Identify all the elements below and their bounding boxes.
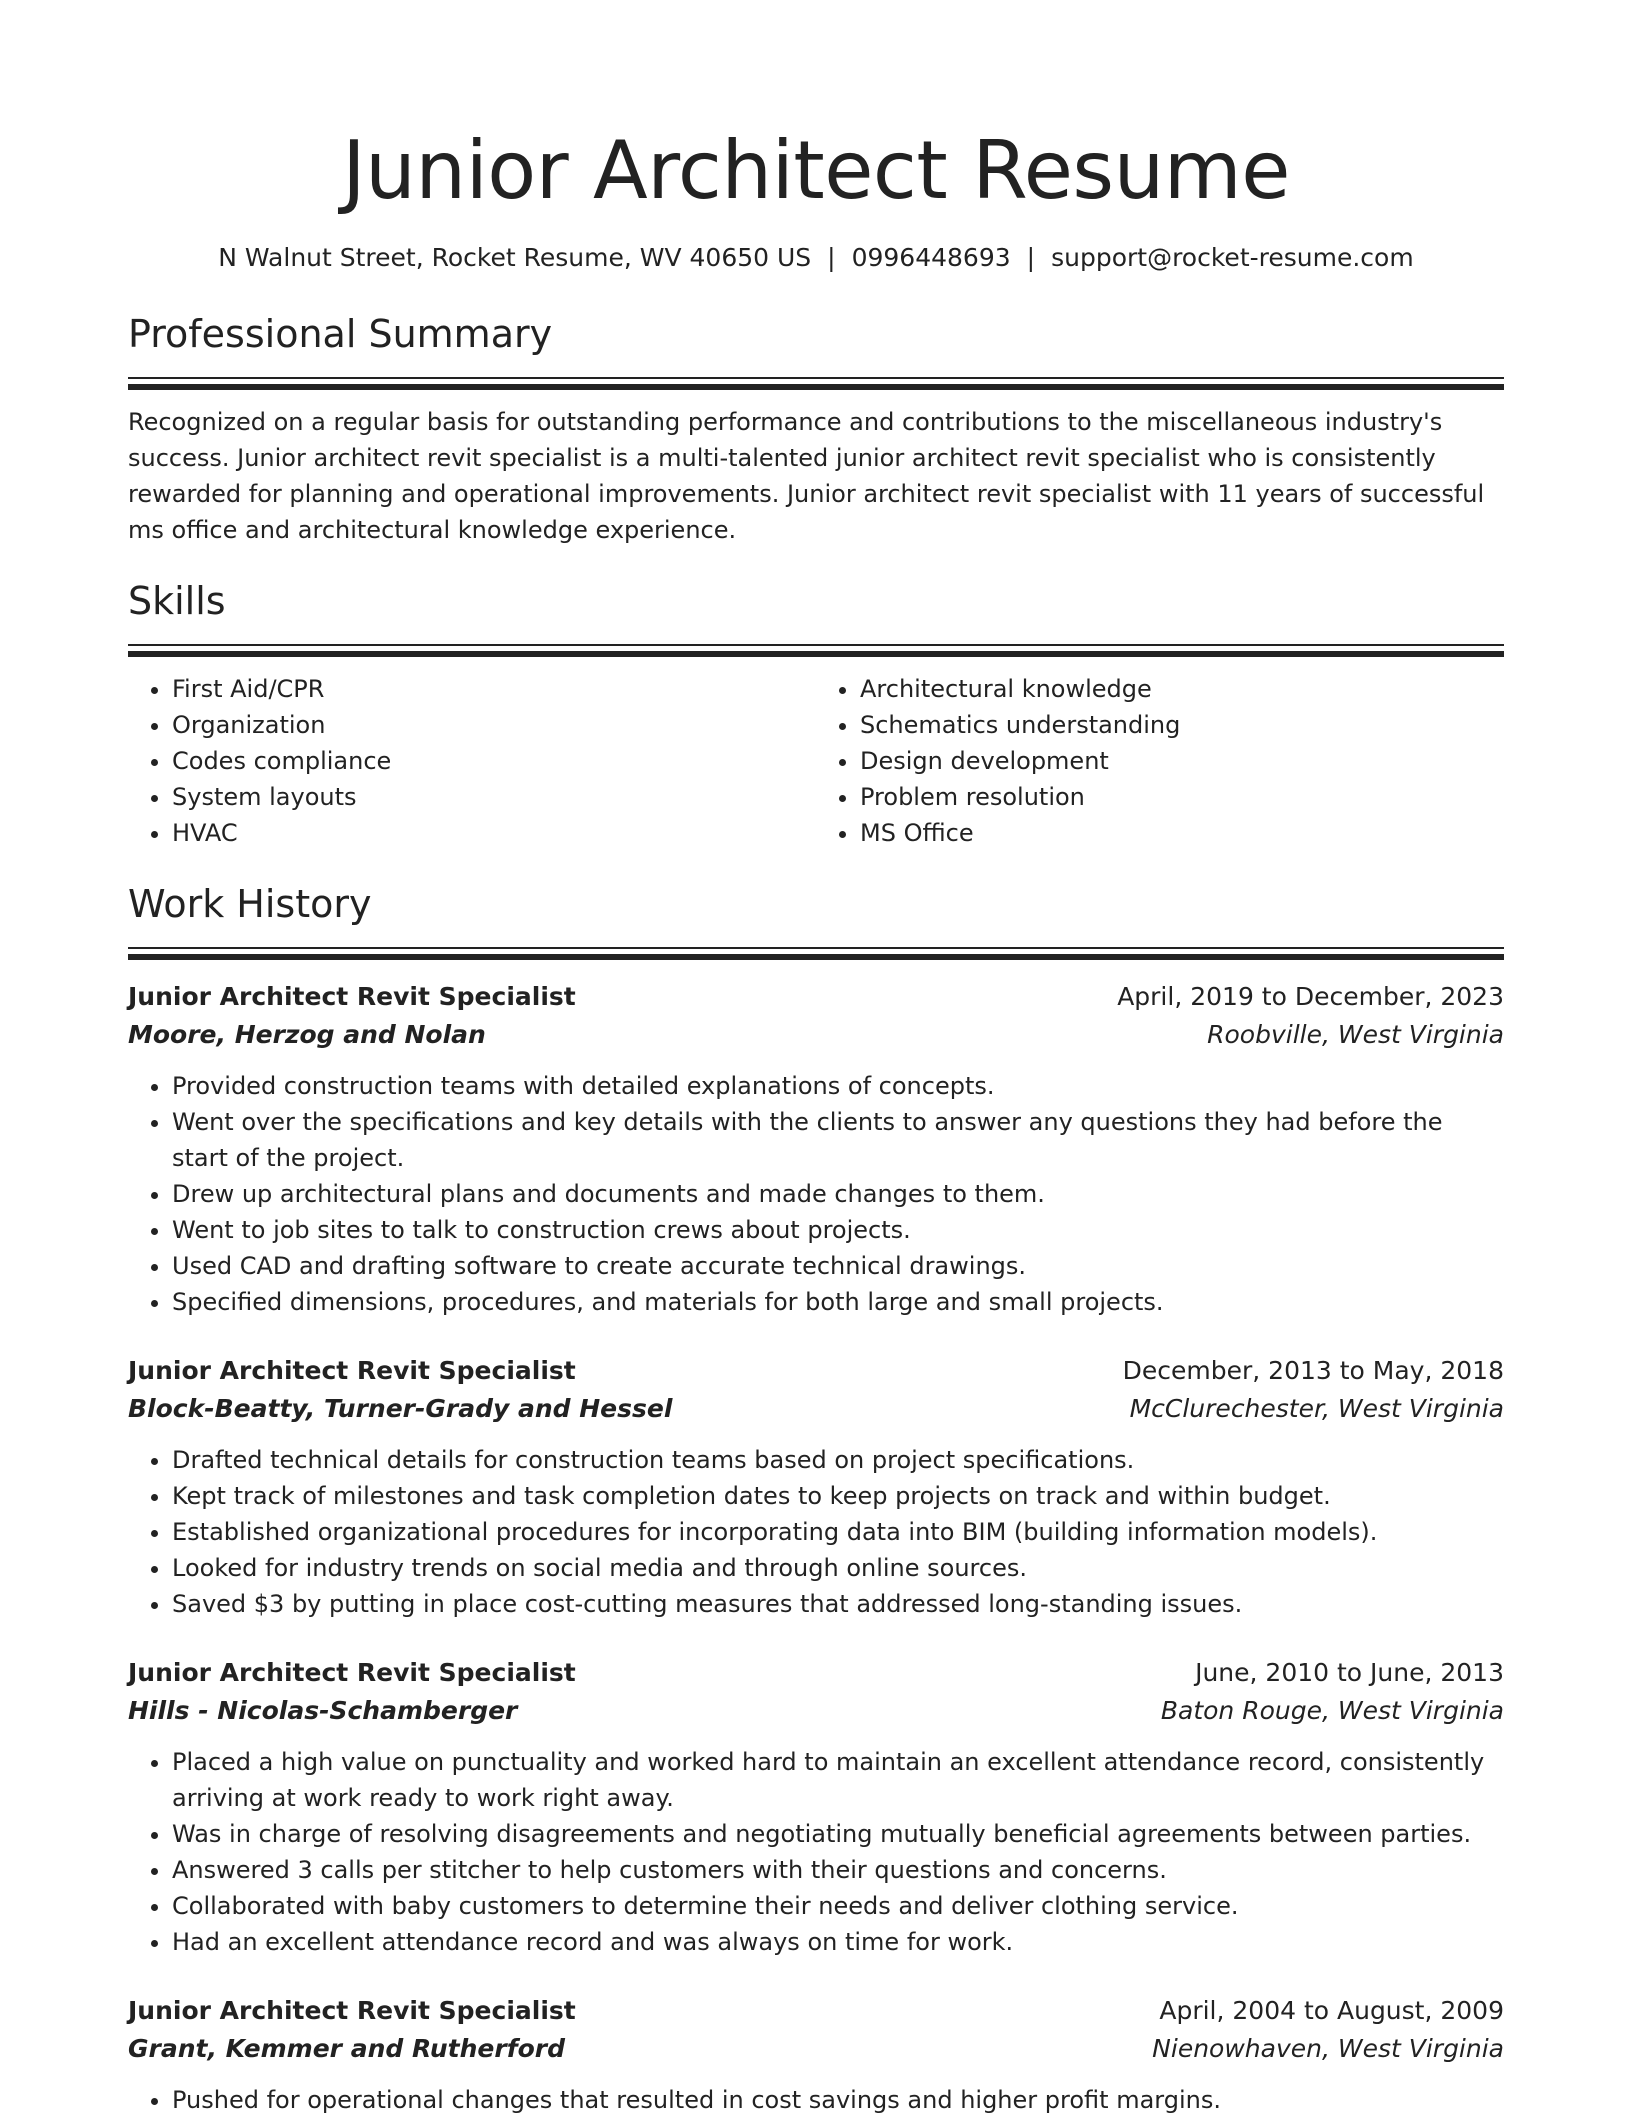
summary-text: Recognized on a regular basis for outstanding performance and contributions to the miscellaneous industry's success. Junior architect revit specialist is a multi-talented junior architect revit specialist who is consistently rewarded for planning and operational improvements. Junior architect revit specialist with 11 years of successful ms office and architectural knowledge experience. <box>128 408 1485 544</box>
skill-item: • Problem resolution <box>860 779 1504 815</box>
contact-address: N Walnut Street, Rocket Resume, WV 40650 US <box>218 243 812 272</box>
skill-item: • MS Office <box>860 815 1504 851</box>
resume-page <box>128 0 1504 2118</box>
job-title: Junior Architect Revit Specialist <box>128 982 576 1011</box>
job-bullet: • Saved $3 by putting in place cost-cutting measures that addressed long-standing issues. <box>172 1586 1504 1622</box>
job-location: Roobville, West Virginia <box>1207 1020 1504 1049</box>
skills-list-left <box>128 671 816 851</box>
job-dates: April, 2019 to December, 2023 <box>1117 982 1504 1011</box>
skill-item: • Schematics understanding <box>860 707 1504 743</box>
job-bullet: • Drew up architectural plans and documents and made changes to them. <box>172 1176 1504 1212</box>
job-company: Moore, Herzog and Nolan <box>128 1020 486 1049</box>
skill-item: • System layouts <box>172 779 816 815</box>
job-bullet: • Answered 3 calls per stitcher to help customers with their questions and concerns. <box>172 1852 1504 1888</box>
job-company: Hills - Nicolas-Schamberger <box>128 1696 518 1725</box>
skills-grid <box>128 671 1504 851</box>
job-bullet: • Kept track of milestones and task completion dates to keep projects on track and within budget. <box>172 1478 1504 1514</box>
job-bullet: • Pushed for operational changes that resulted in cost savings and higher profit margins. <box>172 2082 1504 2118</box>
job-bullet: • Went to job sites to talk to construction crews about projects. <box>172 1212 1504 1248</box>
section-divider <box>128 644 1504 657</box>
job-bullet: • Went over the specifications and key details with the clients to answer any questions they had before the start of the project. <box>172 1104 1504 1176</box>
job-bullets <box>128 1068 1504 1320</box>
contact-email: support@rocket-resume.com <box>1051 243 1414 272</box>
job-title: Junior Architect Revit Specialist <box>128 1658 576 1687</box>
skill-item: • Design development <box>860 743 1504 779</box>
job-entry <box>128 1654 1504 1960</box>
job-bullet: • Had an excellent attendance record and was always on time for work. <box>172 1924 1504 1960</box>
skill-item: • HVAC <box>172 815 816 851</box>
summary-section <box>128 309 1504 548</box>
job-bullets <box>128 1744 1504 1960</box>
skills-heading: Skills <box>128 579 226 623</box>
work-history-section <box>128 879 1504 2118</box>
job-title: Junior Architect Revit Specialist <box>128 1356 576 1385</box>
job-location: Baton Rouge, West Virginia <box>1160 1696 1504 1725</box>
job-bullet: • Drafted technical details for construction teams based on project specifications. <box>172 1442 1504 1478</box>
contact-separator: | <box>827 243 836 272</box>
job-bullet: • Placed a high value on punctuality and worked hard to maintain an excellent attendance record, consistently arriving at work ready to work right away. <box>172 1744 1504 1816</box>
job-dates: December, 2013 to May, 2018 <box>1122 1356 1504 1385</box>
skills-section <box>128 576 1504 851</box>
skill-item: • Organization <box>172 707 816 743</box>
job-bullet: • Provided construction teams with detailed explanations of concepts. <box>172 1068 1504 1104</box>
job-entry <box>128 1992 1504 2118</box>
job-company: Block-Beatty, Turner-Grady and Hessel <box>128 1394 673 1423</box>
job-location: McClurechester, West Virginia <box>1129 1394 1504 1423</box>
section-divider <box>128 947 1504 960</box>
job-bullet: • Collaborated with baby customers to determine their needs and deliver clothing service. <box>172 1888 1504 1924</box>
skill-item: • First Aid/CPR <box>172 671 816 707</box>
contact-phone: 0996448693 <box>851 243 1011 272</box>
contact-line <box>128 241 1504 275</box>
job-title: Junior Architect Revit Specialist <box>128 1996 576 2025</box>
job-bullet: • Specified dimensions, procedures, and materials for both large and small projects. <box>172 1284 1504 1320</box>
job-company: Grant, Kemmer and Rutherford <box>128 2034 565 2063</box>
summary-heading: Professional Summary <box>128 312 553 356</box>
job-bullet: • Was in charge of resolving disagreements and negotiating mutually beneficial agreements between parties. <box>172 1816 1504 1852</box>
job-bullet: • Established organizational procedures for incorporating data into BIM (building information models). <box>172 1514 1504 1550</box>
job-dates: April, 2004 to August, 2009 <box>1159 1996 1504 2025</box>
job-location: Nienowhaven, West Virginia <box>1152 2034 1504 2063</box>
job-bullets <box>128 1442 1504 1622</box>
skill-item: • Codes compliance <box>172 743 816 779</box>
job-bullet: • Looked for industry trends on social media and through online sources. <box>172 1550 1504 1586</box>
job-entry <box>128 978 1504 1320</box>
job-entry <box>128 1352 1504 1622</box>
skills-list-right <box>816 671 1504 851</box>
job-dates: June, 2010 to June, 2013 <box>1195 1658 1504 1687</box>
contact-separator: | <box>1026 243 1036 272</box>
resume-title: Junior Architect Resume <box>342 124 1290 217</box>
job-bullets <box>128 2082 1504 2118</box>
job-bullet: • Used CAD and drafting software to create accurate technical drawings. <box>172 1248 1504 1284</box>
section-divider <box>128 377 1504 390</box>
work-history-heading: Work History <box>128 882 372 926</box>
skill-item: • Architectural knowledge <box>860 671 1504 707</box>
